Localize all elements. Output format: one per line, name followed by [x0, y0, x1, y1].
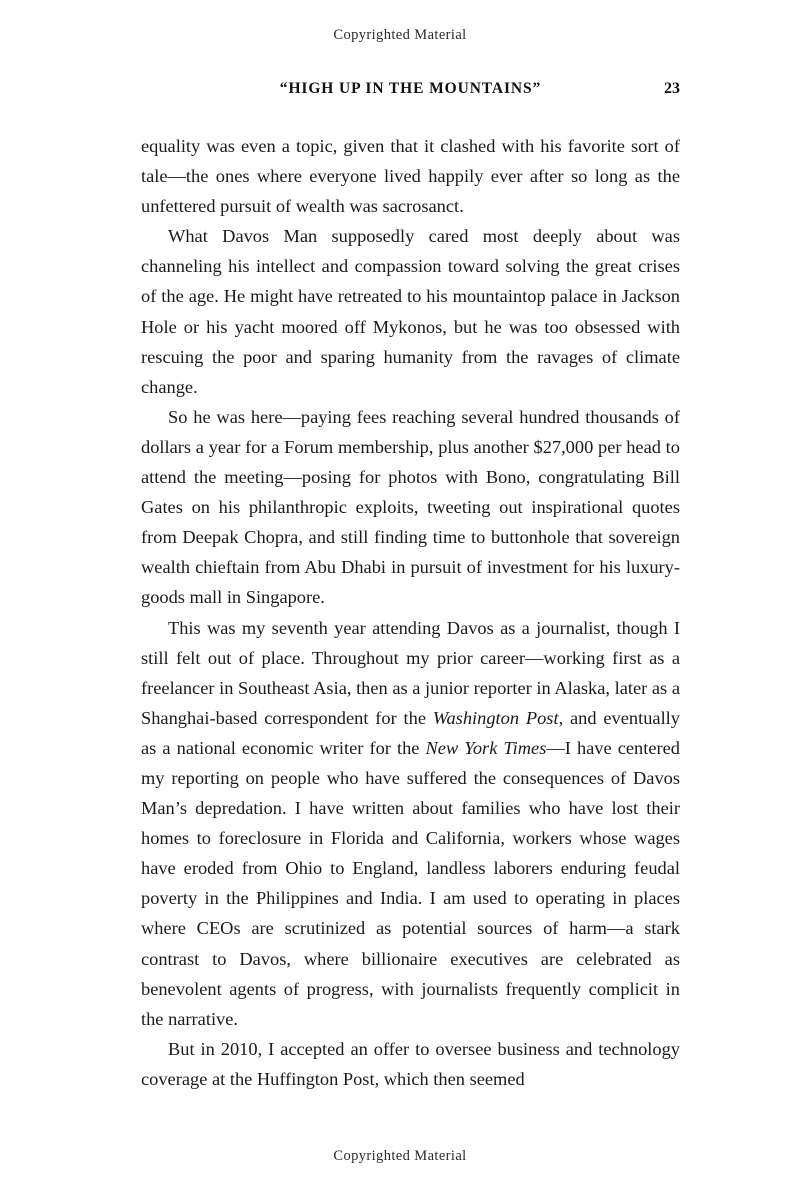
paragraph: So he was here—paying fees reaching several hundred thousands of dollars a year for a Forum membership, plus another $27,000 per head to attend the meeting—posing for photos with Bono, congratulating Bill Gates on his philanthropic exploits, tweeting out inspirational quotes from Deepak Chopra, and still finding time to buttonhole that sovereign wealth chieftain from Abu Dhabi in pursuit of investment for his luxury-goods mall in Singapore.: [141, 406, 680, 608]
page-number: 23: [664, 80, 680, 97]
running-head: [141, 80, 680, 98]
italic-phrase: Washington Post,: [432, 707, 564, 728]
paragraph: This was my seventh year attending Davos as a journalist, though I still felt out of place. Throughout my prior career—working first as a freelancer in Southeast Asia, then as a junior reporter in Alaska, later as a Shanghai-based correspondent for the Washington Post, and eventually as a national economic writer for the New York Times—I have centered my reporting on people who have suffered the consequences of Davos Man’s depredation. I have written about families who have lost their homes to foreclosure in Florida and California, workers whose wages have eroded from Ohio to England, landless laborers enduring feudal poverty in the Philippines and India. I am used to operating in places where CEOs are scrutinized as potential sources of harm—a stark contrast to Davos, where billionaire executives are celebrated as benevolent agents of progress, with journalists frequently complicit in the narrative.: [141, 617, 681, 1029]
copyright-watermark-bottom: Copyrighted Material: [333, 1148, 467, 1164]
paragraph: equality was even a topic, given that it clashed with his favorite sort of tale—the ones where everyone lived happily ever after so long as the unfettered pursuit of wealth was sacrosanct.: [141, 136, 680, 217]
paragraph: What Davos Man supposedly cared most deeply about was channeling his intellect and compassion toward solving the great crises of the age. He might have retreated to his mountaintop palace in Jackson Hole or his yacht moored off Mykonos, but he was too obsessed with rescuing the poor and sparing humanity from the ravages of climate change.: [141, 226, 680, 397]
chapter-title: “HIGH UP IN THE MOUNTAINS”: [279, 80, 542, 97]
body-text: [141, 131, 680, 1094]
italic-phrase: New York Times: [425, 737, 547, 758]
copyright-watermark-top: Copyrighted Material: [333, 27, 467, 43]
paragraph: But in 2010, I accepted an offer to oversee business and technology coverage at the Huffington Post, which then seemed: [141, 1038, 680, 1089]
